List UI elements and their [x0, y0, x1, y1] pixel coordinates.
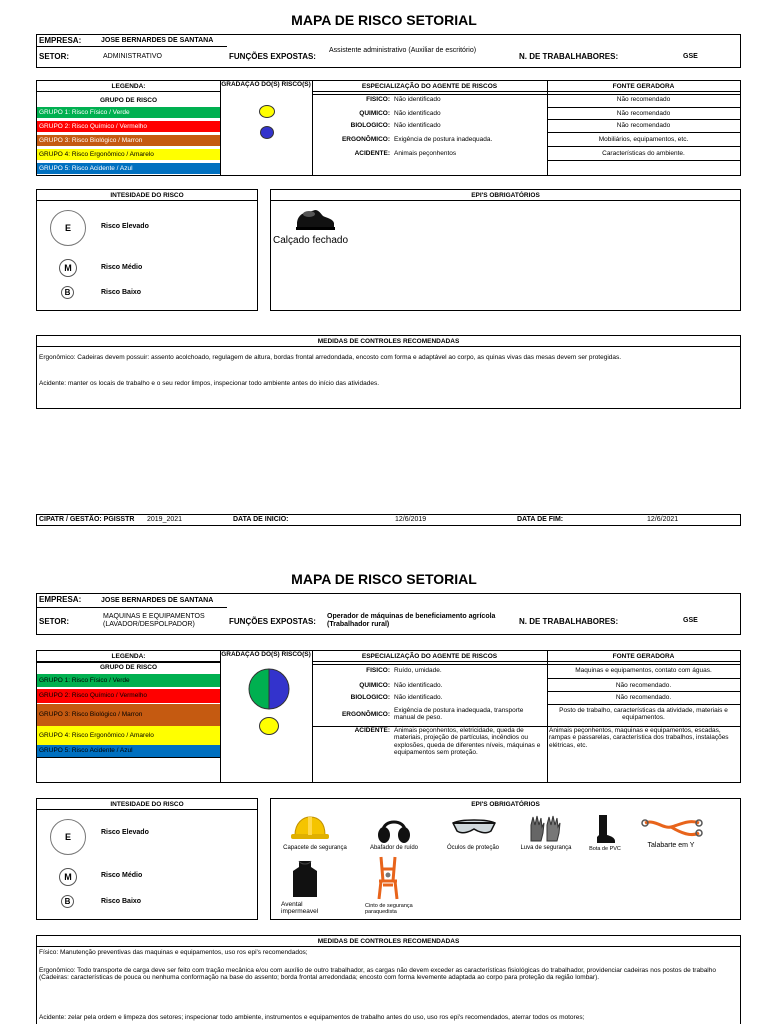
intensity-letter: E	[64, 223, 71, 233]
gradacao-title: GRADAÇÃO DO(S) RISCO(S)	[221, 81, 311, 88]
intensity-baixo-circle	[61, 895, 74, 908]
trabalhadores-label: N. DE TRABALHABORES:	[519, 52, 619, 61]
legenda-title: LEGENDA:	[37, 651, 220, 662]
gradacao-split-dot	[247, 667, 291, 714]
spec-value: Não identificado	[394, 122, 441, 129]
legend-group-5	[37, 163, 220, 174]
spec-value: Exigência de postura inadequada.	[394, 136, 493, 143]
epis-box	[270, 189, 741, 311]
fonte-title: FONTE GERADORA	[547, 81, 740, 92]
epis-title: EPI'S OBRIGATÓRIOS	[471, 801, 540, 808]
intensity-letter: E	[64, 832, 71, 842]
legend-group-label: GRUPO 3: Risco Biológico / Marron	[39, 711, 143, 718]
gradacao-blue-dot	[260, 126, 274, 139]
especializacao-title: ESPECIALIZAÇÃO DO AGENTE DE RISCOS	[312, 81, 547, 92]
harness-icon	[373, 855, 403, 904]
fonte-value: Não recomendado	[616, 96, 671, 103]
spec-value: Animais peçonhentos	[394, 150, 457, 157]
trabalhadores-value: GSE	[683, 617, 698, 624]
fonte-value: Não recomendado.	[615, 694, 672, 701]
intensity-label: Risco Elevado	[101, 829, 149, 836]
legend-group-3	[37, 135, 220, 146]
legend-group-label: GRUPO 3: Risco Biológico / Marron	[39, 137, 143, 144]
setor-label: SETOR:	[39, 617, 70, 626]
intensity-letter: M	[64, 872, 72, 882]
ear-muffs-icon	[377, 813, 411, 848]
medidas-title: MEDIDAS DE CONTROLES RECOMENDADAS	[37, 336, 740, 347]
trabalhadores-value: GSE	[683, 53, 698, 60]
empresa-value: JOSE BERNARDES DE SANTANA	[101, 597, 214, 604]
epi-label: Cinto de segurança paraquedista	[365, 903, 413, 916]
fonte-value: Não recomendado.	[615, 682, 672, 689]
especializacao-title: ESPECIALIZAÇÃO DO AGENTE DE RISCOS	[312, 651, 547, 662]
empresa-label: EMPRESA:	[39, 36, 82, 45]
legend-box	[36, 80, 741, 176]
legend-group-label: GRUPO 4: Risco Ergonômico / Amarelo	[39, 151, 154, 158]
medida-item: Ergonômico: Cadeiras devem possuir: assento acolchoado, regulagem de altura, bordas frontal arredondada, encosto com forma e adaptável ao corpo, as quinas vivas das mesas devem ser protegidas.	[39, 354, 622, 361]
epis-title: EPI'S OBRIGATÓRIOS	[271, 190, 740, 201]
header-box	[36, 593, 741, 635]
grupo-title: GRUPO DE RISCO	[99, 664, 158, 671]
intensity-label: Risco Baixo	[101, 898, 142, 905]
epi-label: Luva de segurança	[520, 845, 572, 851]
legend-group-label: GRUPO 5: Risco Acidente / Azul	[39, 165, 133, 172]
intensity-letter: B	[64, 897, 71, 906]
intensity-medio-circle	[59, 868, 77, 886]
empresa-value: JOSE BERNARDES DE SANTANA	[101, 37, 214, 44]
lanyard-icon	[641, 817, 703, 844]
setor-value: ADMINISTRATIVO	[103, 53, 162, 60]
intensity-letter: M	[64, 263, 72, 273]
epi-label: Bota de PVC	[589, 846, 621, 852]
intensity-elevado-circle	[50, 819, 86, 855]
funcoes-label: FUNÇÕES EXPOSTAS:	[229, 617, 316, 626]
fonte-value: Posto de trabalho, características da atividade, materiais e equipamentos.	[559, 707, 728, 722]
intensity-label: Risco Elevado	[101, 223, 149, 230]
gradacao-title: GRADAÇÃO DO(S) RISCO(S)	[221, 651, 311, 658]
legend-group-label: GRUPO 2: Risco Químico / Vermelho	[39, 123, 148, 130]
legend-group-label: GRUPO 5: Risco Acidente / Azul	[39, 747, 133, 754]
helmet-icon	[289, 813, 331, 846]
intensidade-title: INTESIDADE DO RISCO	[37, 190, 257, 201]
boot-icon	[593, 813, 617, 848]
legend-group-label: GRUPO 1: Risco Físico / Verde	[39, 677, 130, 684]
spec-value: Ruído, umidade.	[394, 667, 442, 674]
funcoes-value: Assistente administrativo (Auxiliar de escritório)	[329, 47, 477, 54]
trabalhadores-label: N. DE TRABALHABORES:	[519, 617, 619, 626]
fim-label: DATA DE FIM:	[517, 516, 564, 523]
legend-group-1	[37, 107, 220, 118]
spec-label: ERGONÔMICO:	[341, 136, 390, 143]
setor-label: SETOR:	[39, 52, 70, 61]
epis-box	[270, 798, 741, 920]
legenda-title: LEGENDA:	[37, 81, 220, 92]
medidas-title: MEDIDAS DE CONTROLES RECOMENDADAS	[37, 936, 740, 947]
epi-label: Abafador de ruído	[369, 845, 419, 851]
footer-bar	[36, 514, 741, 526]
legend-group-5	[37, 745, 220, 757]
funcoes-label: FUNÇÕES EXPOSTAS:	[229, 52, 316, 61]
spec-label: ACIDENTE:	[354, 727, 390, 734]
cipatr-value: 2019_2021	[147, 516, 183, 523]
goggles-icon	[451, 817, 497, 840]
spec-label: ERGONÔMICO:	[341, 711, 390, 718]
intensidade-box	[36, 798, 258, 920]
apron-icon	[291, 859, 319, 902]
spec-value: Animais peçonhentos, eletricidade, queda de materiais, projeção de partículas, incêndios ou explosões, queda de diferentes níveis, máquinas e equipamentos sem proteção.	[394, 727, 541, 757]
spec-label: BIOLOGICO:	[350, 122, 390, 129]
fonte-title: FONTE GERADORA	[547, 651, 740, 662]
medida-item: Acidente: zelar pela ordem e limpeza dos setores; inspecionar todo ambiente, instrumentos e equipamentos de trabalho antes do uso, uso ros epi's recomendados, aterrar todos os motores;	[39, 1014, 585, 1021]
spec-label: BIOLOGICO:	[350, 694, 390, 701]
fonte-value: Não recomendado	[616, 122, 671, 129]
legend-group-1	[37, 674, 220, 687]
intensity-medio-circle	[59, 259, 77, 277]
funcoes-value: Operador de máquinas de beneficiamento agrícola (Trabalhador rural)	[327, 613, 496, 629]
page-title: MAPA DE RISCO SETORIAL	[291, 12, 477, 28]
spec-value: Não identificado	[394, 96, 441, 103]
legend-group-3	[37, 704, 220, 726]
fim-value: 12/6/2021	[647, 516, 679, 523]
fonte-value: Animais peçonhentos, maquinas e equipamentos, escadas, rampas e passarelas, característica dos trabalhos, instalações elétricas, etc.	[549, 727, 729, 749]
legend-group-2	[37, 121, 220, 132]
medidas-box	[36, 935, 741, 1024]
page-title: MAPA DE RISCO SETORIAL	[291, 571, 477, 587]
epi-label: Capacete de segurança	[283, 845, 347, 851]
empresa-label: EMPRESA:	[39, 595, 82, 604]
spec-label: QUIMICO:	[359, 682, 390, 689]
spec-label: FISICO:	[366, 96, 390, 103]
fonte-value: Mobiliários, equipamentos, etc.	[598, 136, 689, 143]
shoe-icon	[293, 206, 337, 237]
legend-group-label: GRUPO 1: Risco Físico / Verde	[39, 109, 130, 116]
legend-group-label: GRUPO 4: Risco Ergonômico / Amarelo	[39, 732, 154, 739]
intensidade-box	[36, 189, 258, 311]
gradacao-yellow-dot	[259, 105, 275, 118]
epi-label: Avental impermeavel	[281, 901, 319, 916]
intensity-label: Risco Baixo	[101, 289, 142, 296]
fonte-value: Maquinas e equipamentos, contato com águas.	[575, 667, 712, 674]
fonte-value: Não recomendado	[616, 110, 671, 117]
gradacao-yellow-dot	[259, 717, 279, 735]
intensity-baixo-circle	[61, 286, 74, 299]
spec-label: FISICO:	[366, 667, 390, 674]
spec-label: ACIDENTE:	[354, 150, 390, 157]
medida-item: Físico: Manutenção preventivas das maquinas e equipamentos, uso ros epi's recomendados;	[39, 949, 308, 956]
epi-label: Talabarte em Y	[647, 842, 695, 849]
spec-value: Não identificado	[394, 110, 441, 117]
legend-group-4	[37, 726, 220, 745]
cipatr-label: CIPATR / GESTÃO: PGISSTR	[39, 516, 135, 523]
legend-group-label: GRUPO 2: Risco Químico / Vermelho	[39, 692, 148, 699]
setor-value: MAQUINAS E EQUIPAMENTOS (LAVADOR/DESPOLPADOR)	[103, 613, 205, 629]
medidas-box	[36, 335, 741, 409]
epi-label: Óculos de proteção	[446, 845, 500, 851]
intensity-label: Risco Médio	[101, 872, 143, 879]
spec-value: Não identificado.	[394, 682, 443, 689]
spec-value: Não identificado.	[394, 694, 443, 701]
intensity-elevado-circle	[50, 210, 86, 246]
legend-group-4	[37, 149, 220, 160]
grupo-title: GRUPO DE RISCO	[99, 97, 158, 104]
fonte-value: Características do ambiente.	[602, 150, 685, 157]
medida-item: Ergonômico: Todo transporte de carga deve ser feito com tração mecânica e/ou com auxílio de outro trabalhador, as cargas não devem exceder as características fisiológicas do trabalhador, providenciar cadeiras nos postos de trabalho (Cadeiras: características de pouca ou nenhuma conformação na base do assento; borda frontal arredondada; encosto com forma levemente adaptada ao corpo para proteção da região lombar).	[39, 967, 716, 982]
gloves-icon	[527, 813, 563, 846]
inicio-value: 12/6/2019	[395, 516, 427, 523]
intensity-label: Risco Médio	[101, 264, 143, 271]
intensity-letter: B	[64, 288, 71, 297]
spec-value: Exigência de postura inadequada, transporte manual de peso.	[394, 707, 524, 722]
legend-box	[36, 650, 741, 783]
epi-label: Calçado fechado	[273, 235, 349, 246]
header-box	[36, 34, 741, 68]
intensidade-title: INTESIDADE DO RISCO	[37, 799, 257, 810]
legend-group-2	[37, 689, 220, 703]
spec-label: QUIMICO:	[359, 110, 390, 117]
medida-item: Acidente: manter os locais de trabalho e o seu redor limpos, inspecionar todo ambiente antes do início das atividades.	[39, 380, 380, 387]
inicio-label: DATA DE INICIO:	[233, 516, 289, 523]
